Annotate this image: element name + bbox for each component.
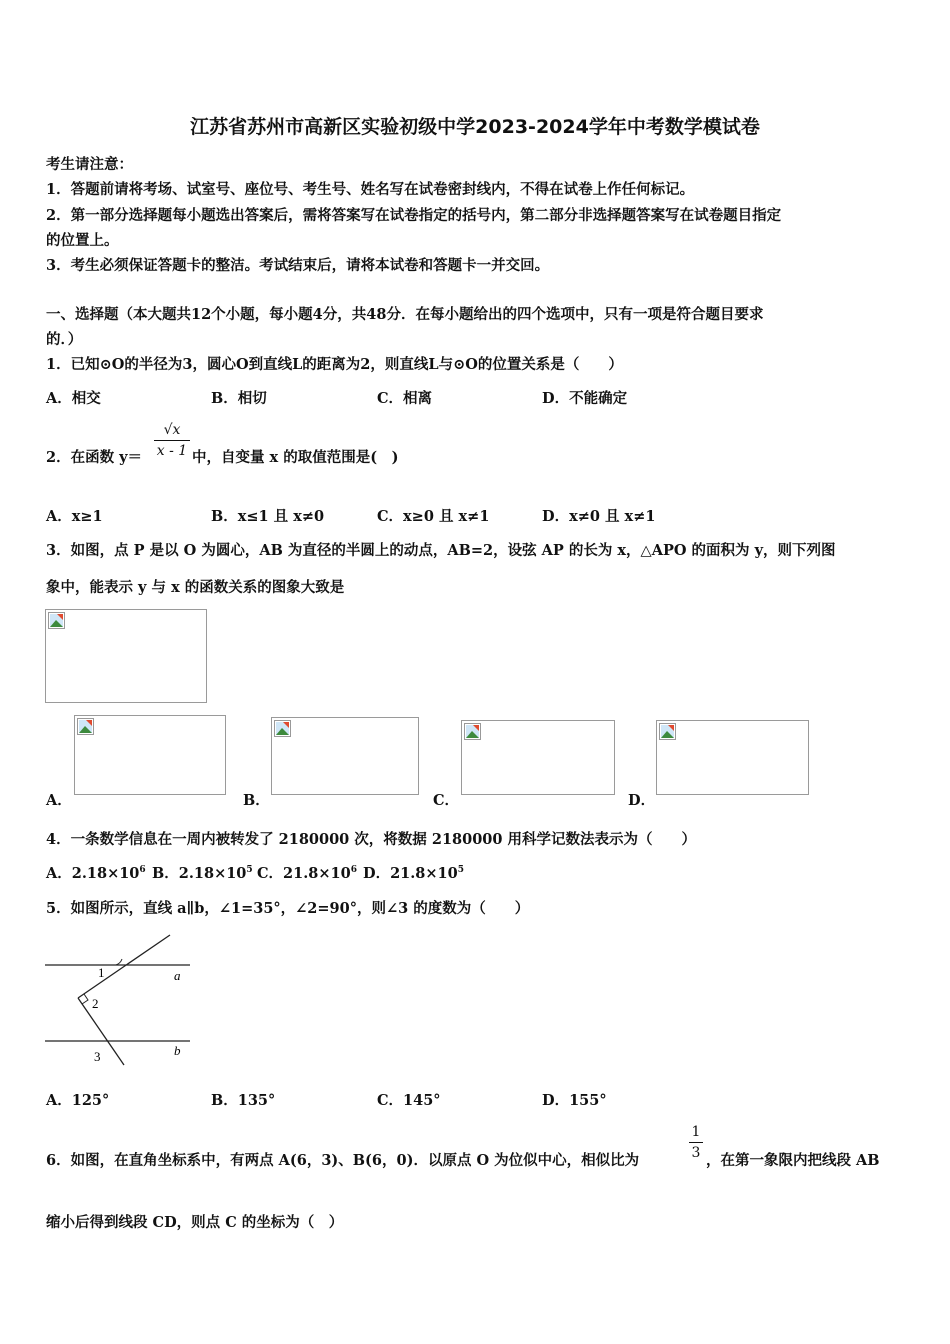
q4-option-a-exp: 6: [139, 865, 146, 875]
q4-option-b-label: B．2.18×10: [152, 865, 247, 882]
q2-option-b: B．x≤1 且 x≠0: [211, 508, 325, 525]
q2-option-c: C．x≥0 且 x≠1: [377, 508, 490, 525]
q2-option-d: D．x≠0 且 x≠1: [542, 508, 656, 525]
label-angle-2: 2: [92, 996, 99, 1011]
q3-stem-cont: 象中，能表示 y 与 x 的函数关系的图象大致是: [46, 579, 345, 596]
q5-option-c: C．145°: [377, 1092, 441, 1109]
q6-frac-denominator: 3: [691, 1145, 701, 1161]
q4-option-c-label: C．21.8×10: [257, 865, 351, 882]
broken-image-icon: [274, 720, 291, 737]
q3-figure-placeholder: [45, 609, 207, 703]
q3-option-c-image: [461, 720, 615, 795]
angle-1-arc: [116, 959, 122, 965]
q4-option-d-label: D．21.8×10: [363, 865, 458, 882]
label-angle-3: 3: [94, 1049, 101, 1064]
q4-option-d-exp: 5: [457, 865, 464, 875]
q2-frac-denominator: x - 1: [156, 443, 188, 459]
q2-frac-numerator: √x: [163, 422, 181, 438]
q5-option-b: B．135°: [211, 1092, 276, 1109]
q1-option-d: D．不能确定: [542, 390, 628, 407]
broken-image-icon: [77, 718, 94, 735]
notice-heading: 考生请注意：: [46, 156, 133, 173]
q6-stem-post: ，在第一象限内把线段 AB: [706, 1152, 880, 1169]
notice-item-2: 2．第一部分选择题每小题选出答案后，需将答案写在试卷指定的括号内，第二部分非选择题答案写在试卷题目指定: [46, 207, 782, 224]
q4-option-a-label: A．2.18×10: [46, 865, 140, 882]
q6-fraction: [689, 1124, 703, 1161]
right-angle-mark: [82, 994, 88, 1004]
label-angle-1: 1: [98, 965, 105, 980]
q1-option-c: C．相离: [377, 390, 433, 407]
q3-option-d: D．: [628, 792, 656, 809]
label-line-a: a: [174, 968, 181, 983]
q3-option-b-image: [271, 717, 419, 795]
transversal-lower: [78, 998, 124, 1065]
q4-option-c: [257, 862, 357, 883]
broken-image-icon: [659, 723, 676, 740]
q1-option-a: A．相交: [46, 390, 101, 407]
notice-item-1: 1．答题前请将考场、试室号、座位号、考生号、姓名写在试卷密封线内，不得在试卷上作任何标记。: [46, 181, 695, 198]
q3-stem: 3．如图，点 P 是以 O 为圆心，AB 为直径的半圆上的动点，AB=2，设弦 AP 的长为 x，△APO 的面积为 y，则下列图: [46, 542, 836, 559]
q3-option-a-image: [74, 715, 226, 795]
q4-option-b: [152, 862, 253, 883]
section-heading: 一、选择题（本大题共12个小题，每小题4分，共48分．在每小题给出的四个选项中，只有一项是符合题目要求: [46, 306, 764, 323]
q1-option-b: B．相切: [211, 390, 267, 407]
broken-image-icon: [464, 723, 481, 740]
q1-stem: 1．已知⊙O的半径为3，圆心O到直线L的距离为2，则直线L与⊙O的位置关系是（ ）: [46, 356, 623, 373]
q5-stem: 5．如图所示，直线 a∥b，∠1=35°，∠2=90°，则∠3 的度数为（ ）: [46, 900, 530, 917]
q6-frac-numerator: 1: [691, 1124, 701, 1140]
q4-option-c-exp: 6: [350, 865, 357, 875]
fraction-bar: [154, 440, 190, 441]
q3-option-c: C．: [433, 792, 460, 809]
q6-stem-pre: 6．如图，在直角坐标系中，有两点 A(6，3)、B(6，0)．以原点 O 为位似中心，相似比为: [46, 1152, 640, 1169]
q6-stem-cont: 缩小后得到线段 CD，则点 C 的坐标为（ ）: [46, 1214, 344, 1231]
q4-stem: 4．一条数学信息在一周内被转发了 2180000 次，将数据 2180000 用科学记数法表示为（ ）: [46, 831, 697, 848]
notice-item-3: 3．考生必须保证答题卡的整洁。考试结束后，请将本试卷和答题卡一并交回。: [46, 257, 550, 274]
q4-option-d: [363, 862, 464, 883]
q2-fraction: [154, 422, 190, 459]
q2-option-a: A．x≥1: [46, 508, 103, 525]
fraction-bar: [689, 1142, 703, 1143]
section-heading-cont: 的．）: [46, 331, 83, 348]
broken-image-icon: [48, 612, 65, 629]
page-title: 江苏省苏州市高新区实验初级中学2023-2024学年中考数学模试卷: [190, 116, 760, 138]
q3-option-a: A．: [46, 792, 72, 809]
q2-stem-pre: 2．在函数 y＝: [46, 449, 143, 466]
q4-option-b-exp: 5: [246, 865, 253, 875]
notice-item-2-cont: 的位置上。: [46, 232, 119, 249]
q2-stem-post: 中，自变量 x 的取值范围是( ): [192, 449, 399, 466]
q4-option-a: [46, 862, 146, 883]
q5-option-d: D．155°: [542, 1092, 607, 1109]
q3-option-b: B．: [243, 792, 270, 809]
q5-option-a: A．125°: [46, 1092, 110, 1109]
transversal-upper: [78, 935, 170, 998]
q3-option-d-image: [656, 720, 809, 795]
q5-parallel-lines-figure: [40, 930, 200, 1070]
label-line-b: b: [174, 1043, 181, 1058]
